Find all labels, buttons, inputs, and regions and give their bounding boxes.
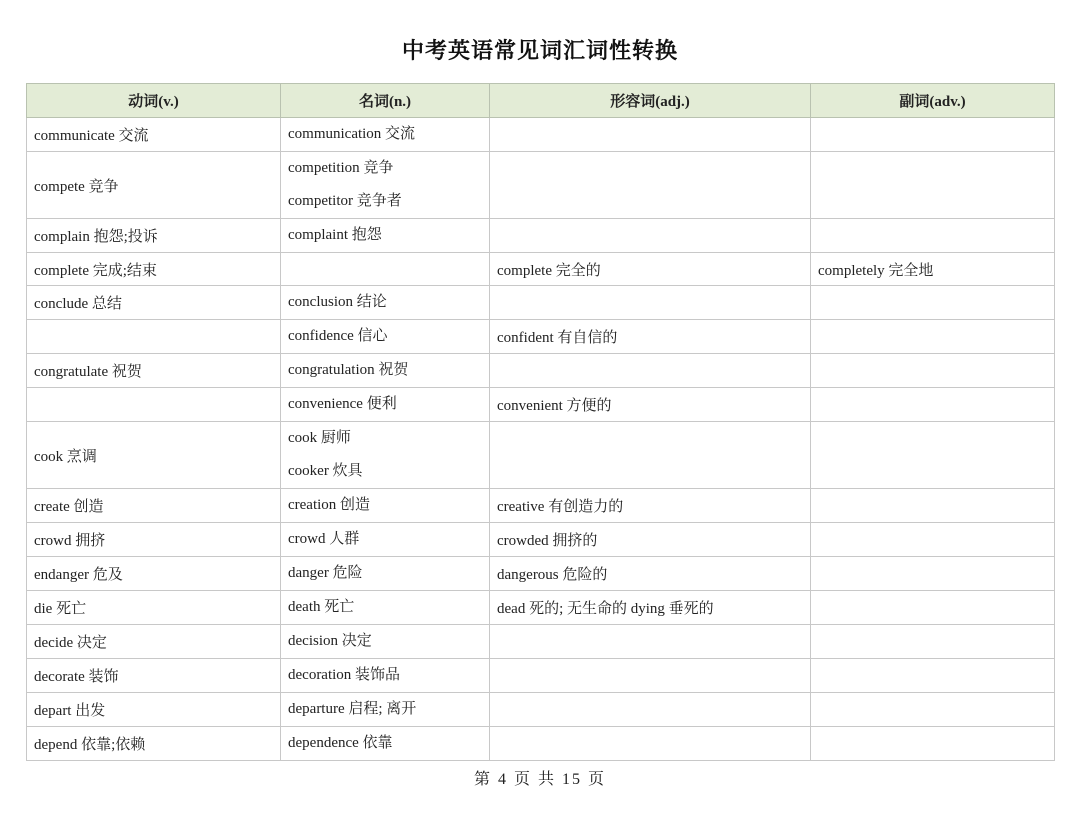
noun-entry: congratulation 祝贺 — [288, 362, 409, 378]
adverb-cell — [811, 286, 1055, 320]
noun-cell — [281, 219, 490, 253]
noun-cell — [281, 320, 490, 354]
noun-entry: danger 危险 — [288, 565, 363, 581]
noun-entry: dependence 依靠 — [288, 735, 393, 751]
adjective-cell: dead 死的; 无生命的 dying 垂死的 — [490, 591, 811, 625]
verb-cell: compete 竞争 — [27, 152, 281, 219]
table-body — [27, 118, 1055, 761]
table-row — [27, 152, 1055, 219]
page-footer: 第 4 页 共 15 页 — [473, 771, 606, 788]
table-row — [27, 422, 1055, 489]
noun-cell — [281, 625, 490, 659]
noun-entry: competition 竞争 — [288, 160, 394, 176]
table-row — [27, 388, 1055, 422]
noun-entry: conclusion 结论 — [288, 294, 387, 310]
table-header-row — [27, 84, 1055, 118]
table-row — [27, 727, 1055, 761]
adjective-cell: dangerous 危险的 — [490, 557, 811, 591]
table-row — [27, 557, 1055, 591]
adjective-cell — [490, 219, 811, 253]
noun-cell — [281, 118, 490, 152]
adverb-cell — [811, 422, 1055, 489]
noun-entry: confidence 信心 — [288, 328, 388, 344]
table-row — [27, 320, 1055, 354]
verb-cell: crowd 拥挤 — [27, 523, 281, 557]
noun-cell — [281, 388, 490, 422]
table-row — [27, 625, 1055, 659]
verb-cell: conclude 总结 — [27, 286, 281, 320]
table-row — [27, 489, 1055, 523]
header-adjective: 形容词(adj.) — [490, 84, 811, 118]
verb-cell: create 创造 — [27, 489, 281, 523]
noun-entry: convenience 便利 — [288, 396, 397, 412]
verb-cell — [27, 320, 281, 354]
noun-entry: complaint 抱怨 — [288, 227, 382, 243]
adjective-cell — [490, 354, 811, 388]
adverb-cell — [811, 489, 1055, 523]
noun-entry: cook 厨师 — [288, 430, 351, 446]
adjective-cell — [490, 286, 811, 320]
noun-cell — [281, 253, 490, 286]
noun-entry: decoration 装饰品 — [288, 667, 401, 683]
noun-entry: cooker 炊具 — [288, 463, 363, 479]
adverb-cell — [811, 152, 1055, 219]
adjective-cell: crowded 拥挤的 — [490, 523, 811, 557]
adjective-cell — [490, 693, 811, 727]
adverb-cell — [811, 557, 1055, 591]
vocabulary-table — [26, 83, 1055, 761]
noun-entry: competitor 竞争者 — [288, 193, 402, 209]
verb-cell: depend 依靠;依赖 — [27, 727, 281, 761]
verb-cell: congratulate 祝贺 — [27, 354, 281, 388]
adjective-cell — [490, 625, 811, 659]
adjective-cell — [490, 152, 811, 219]
noun-cell — [281, 727, 490, 761]
noun-cell — [281, 557, 490, 591]
table-row — [27, 354, 1055, 388]
verb-cell: depart 出发 — [27, 693, 281, 727]
header-adverb: 副词(adv.) — [811, 84, 1055, 118]
table-row — [27, 118, 1055, 152]
adverb-cell — [811, 591, 1055, 625]
table-row — [27, 693, 1055, 727]
noun-entry: crowd 人群 — [288, 531, 360, 547]
adverb-cell — [811, 523, 1055, 557]
table-row — [27, 286, 1055, 320]
adverb-cell — [811, 118, 1055, 152]
verb-cell: decorate 装饰 — [27, 659, 281, 693]
adverb-cell — [811, 625, 1055, 659]
noun-cell — [281, 489, 490, 523]
noun-cell — [281, 152, 490, 219]
noun-cell — [281, 422, 490, 489]
verb-cell: endanger 危及 — [27, 557, 281, 591]
noun-cell — [281, 693, 490, 727]
adverb-cell — [811, 693, 1055, 727]
adverb-cell — [811, 354, 1055, 388]
adverb-cell — [811, 388, 1055, 422]
noun-entry: departure 启程; 离开 — [288, 701, 417, 717]
adjective-cell: convenient 方便的 — [490, 388, 811, 422]
verb-cell: decide 决定 — [27, 625, 281, 659]
adjective-cell — [490, 422, 811, 489]
verb-cell: complain 抱怨;投诉 — [27, 219, 281, 253]
verb-cell: complete 完成;结束 — [27, 253, 281, 286]
verb-cell: communicate 交流 — [27, 118, 281, 152]
page-title: 中考英语常见词汇词性转换 — [401, 39, 678, 64]
table-row — [27, 219, 1055, 253]
adverb-cell: completely 完全地 — [811, 253, 1055, 286]
verb-cell: cook 烹调 — [27, 422, 281, 489]
adverb-cell — [811, 219, 1055, 253]
table-row — [27, 659, 1055, 693]
table-row — [27, 523, 1055, 557]
noun-cell — [281, 523, 490, 557]
header-verb: 动词(v.) — [27, 84, 281, 118]
adjective-cell — [490, 659, 811, 693]
adjective-cell: complete 完全的 — [490, 253, 811, 286]
noun-cell — [281, 659, 490, 693]
adjective-cell: confident 有自信的 — [490, 320, 811, 354]
adverb-cell — [811, 727, 1055, 761]
noun-entry: death 死亡 — [288, 599, 355, 615]
header-noun: 名词(n.) — [281, 84, 490, 118]
noun-cell — [281, 591, 490, 625]
table-row — [27, 591, 1055, 625]
adjective-cell — [490, 118, 811, 152]
noun-entry: communication 交流 — [288, 126, 416, 142]
verb-cell — [27, 388, 281, 422]
noun-entry: creation 创造 — [288, 497, 371, 513]
adverb-cell — [811, 659, 1055, 693]
noun-entry: decision 决定 — [288, 633, 372, 649]
adjective-cell: creative 有创造力的 — [490, 489, 811, 523]
adverb-cell — [811, 320, 1055, 354]
adjective-cell — [490, 727, 811, 761]
noun-cell — [281, 286, 490, 320]
noun-cell — [281, 354, 490, 388]
table-row — [27, 253, 1055, 286]
verb-cell: die 死亡 — [27, 591, 281, 625]
